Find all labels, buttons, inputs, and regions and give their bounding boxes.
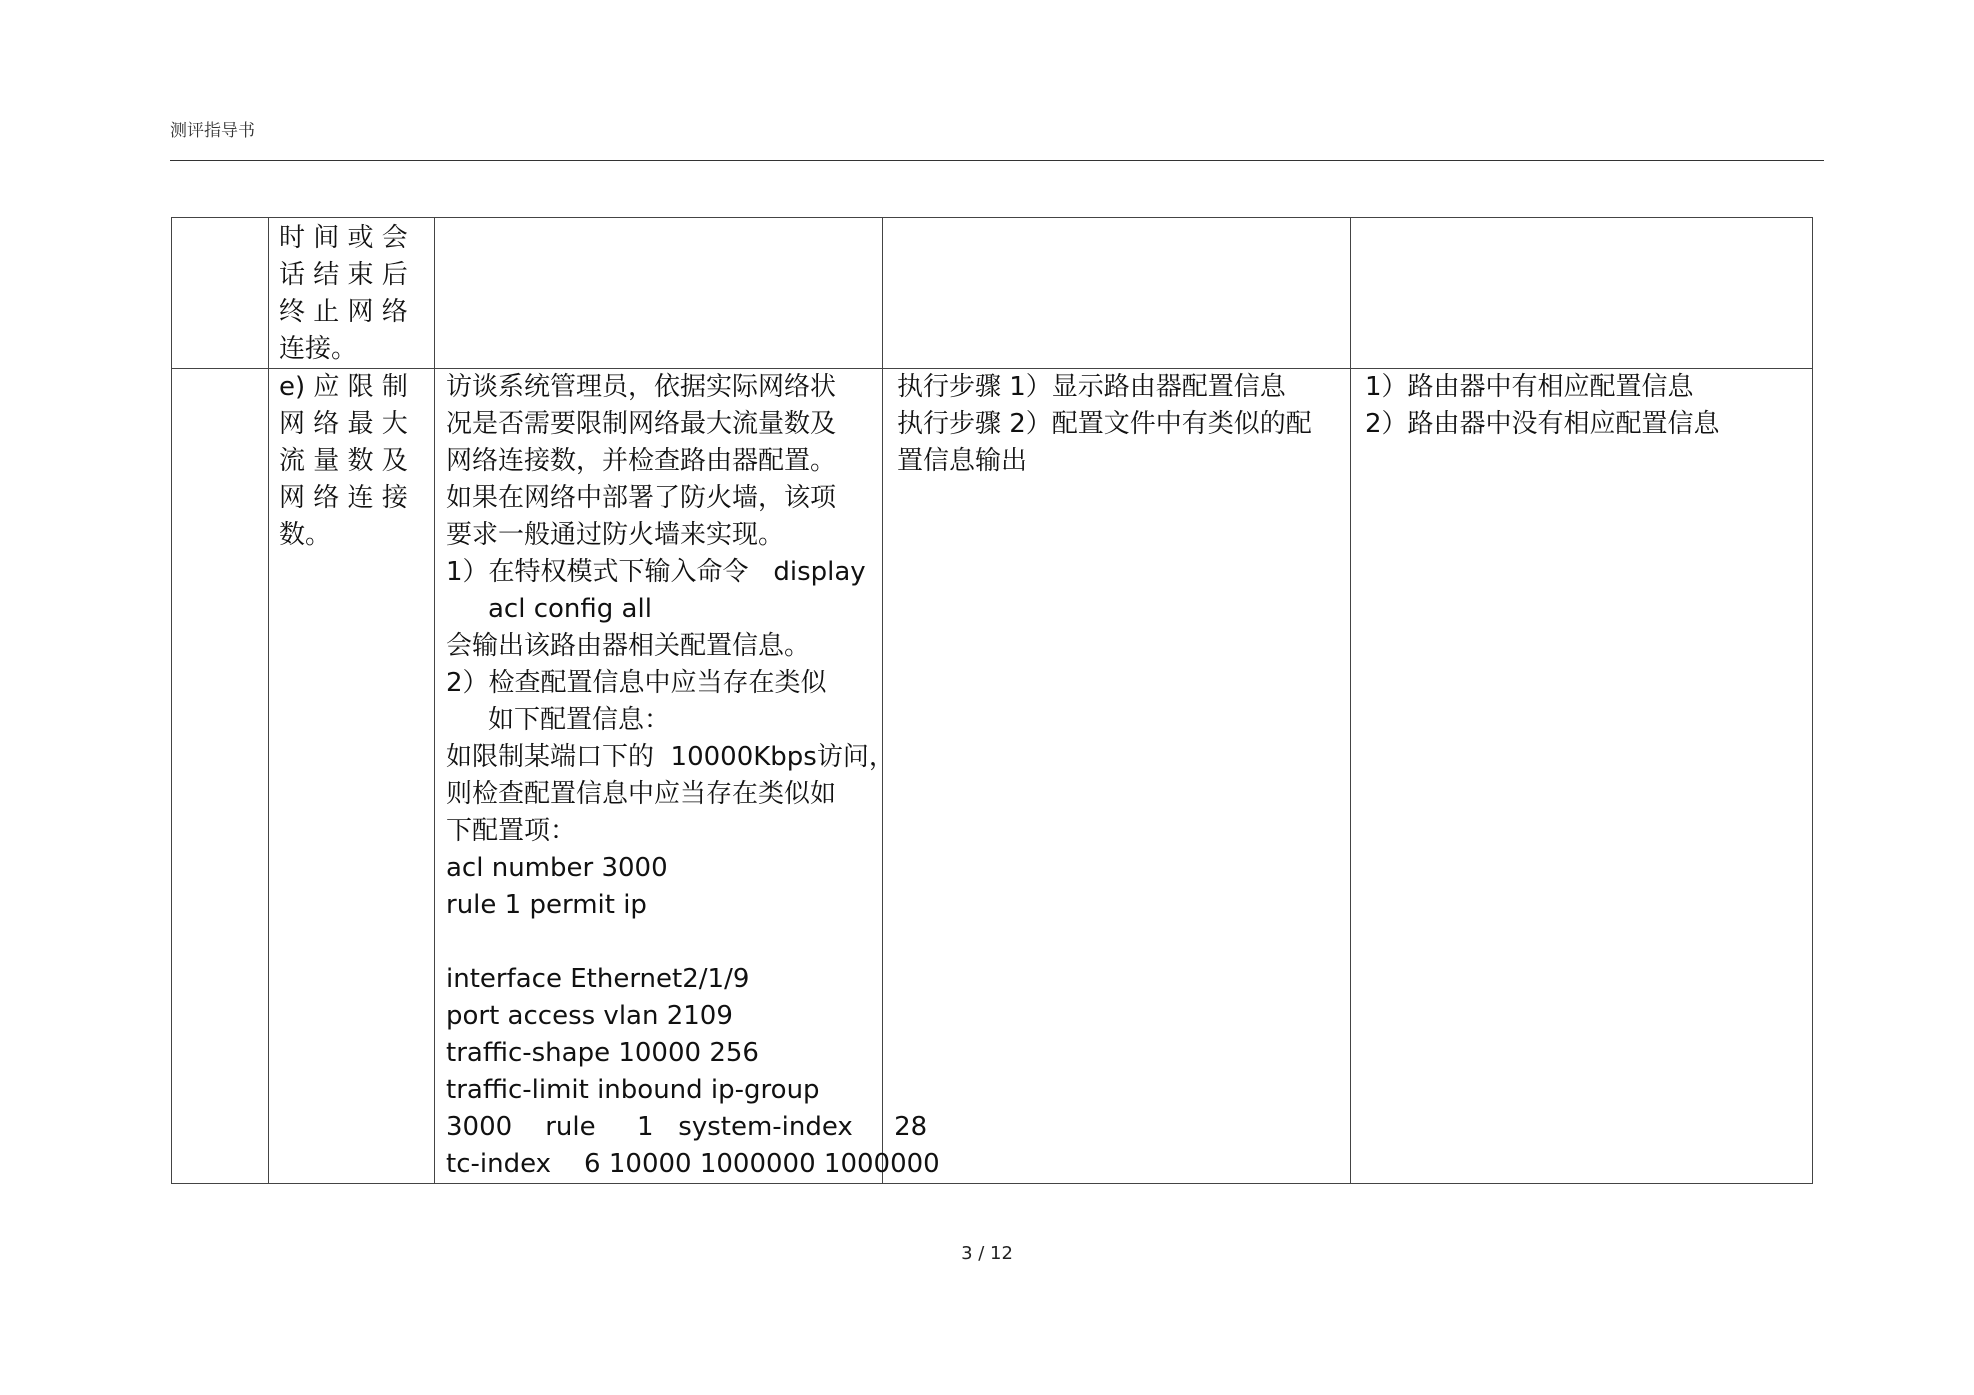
method-line: 会输出该路由器相关配置信息。 [446, 631, 811, 661]
header-divider [170, 160, 1824, 161]
step-cell [883, 218, 1351, 369]
result-line: 2）路由器中没有相应配置信息 [1365, 409, 1720, 439]
item-line: 网 络 连 接 [279, 483, 408, 513]
method-line: 况是否需要限制网络最大流量数及 [446, 409, 837, 439]
method-line: 网络连接数，并检查路由器配置。 [446, 446, 837, 476]
method-line: 2）检查配置信息中应当存在类似 [446, 668, 827, 698]
category-cell [172, 369, 269, 1184]
blank-line [446, 924, 874, 961]
step-line: 置信息输出 [897, 446, 1028, 476]
item-line: 网 络 最 大 [279, 409, 408, 439]
step-line: 执行步骤 2）配置文件中有类似的配 [897, 409, 1312, 439]
item-line: 时 间 或 会 [279, 223, 408, 253]
method-line: 则检查配置信息中应当存在类似如 [446, 779, 837, 809]
table-row [172, 218, 1813, 369]
result-line: 1）路由器中有相应配置信息 [1365, 372, 1694, 402]
header-title: 测评指导书 [170, 121, 255, 141]
item-line: 连接。 [279, 334, 358, 364]
item-cell [269, 369, 435, 1184]
method-line: traffic-shape 10000 256 [446, 1038, 759, 1068]
method-line: 如下配置信息： [488, 705, 671, 735]
method-line: 下配置项： [446, 816, 577, 846]
item-line: e) 应 限 制 [279, 372, 408, 402]
evaluation-table [171, 217, 1813, 1184]
result-cell [1351, 218, 1813, 369]
page-number: 3 / 12 [961, 1243, 1013, 1264]
method-cell [435, 218, 883, 369]
method-line: acl number 3000 [446, 853, 668, 883]
method-line: 如果在网络中部署了防火墙，该项 [446, 483, 837, 513]
result-cell [1351, 369, 1813, 1184]
step-line: 执行步骤 1）显示路由器配置信息 [897, 372, 1286, 402]
method-line: tc-index 6 10000 1000000 1000000 [446, 1149, 940, 1179]
method-line: rule 1 permit ip [446, 890, 647, 920]
item-line: 流 量 数 及 [279, 446, 408, 476]
method-line: 1）在特权模式下输入命令 display [446, 557, 866, 587]
method-line: acl config all [488, 594, 652, 624]
method-line: 如限制某端口下的 10000Kbps访问， [446, 742, 895, 772]
method-cell [435, 369, 940, 1184]
category-cell [172, 218, 269, 369]
item-line: 数。 [279, 520, 332, 550]
item-line: 终 止 网 络 [279, 297, 408, 327]
method-line: 要求一般通过防火墙来实现。 [446, 520, 785, 550]
table-row [172, 369, 1813, 1184]
method-line: port access vlan 2109 [446, 1001, 733, 1031]
item-cell [269, 218, 435, 369]
step-cell [883, 369, 1351, 1184]
item-line: 话 结 束 后 [279, 260, 408, 290]
method-line: traffic-limit inbound ip-group [446, 1075, 820, 1105]
method-line: 3000 rule 1 system-index 28 [446, 1112, 928, 1142]
method-line: 访谈系统管理员，依据实际网络状 [446, 372, 837, 402]
method-line: interface Ethernet2/1/9 [446, 964, 750, 994]
